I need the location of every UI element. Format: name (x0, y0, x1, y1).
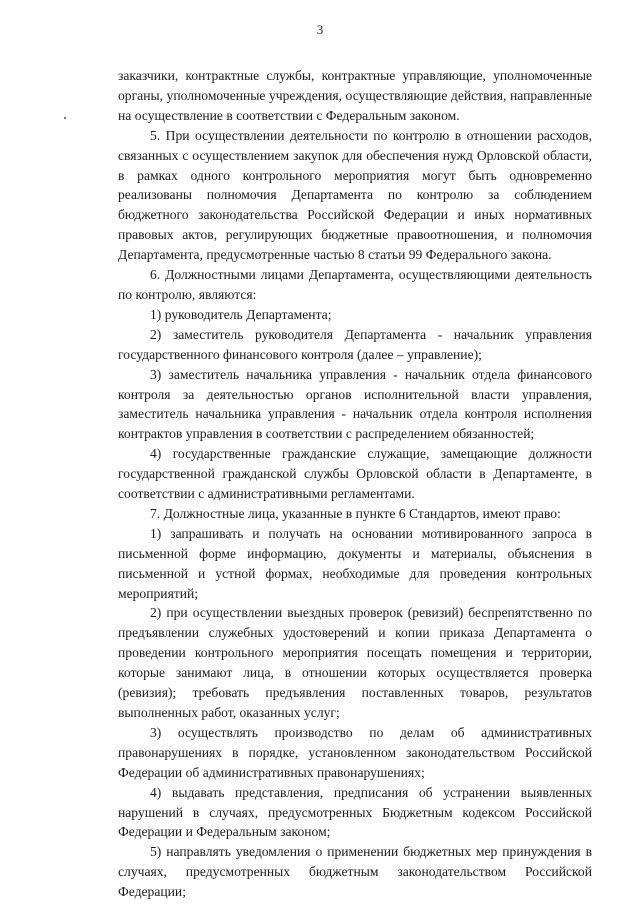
list-item-7-2: 2) при осуществлении выездных проверок (ревизий) беспрепятственно по предъявлении служебных удостоверений и копии приказа Департамента о проведении контрольного мероприятия посещать помещения и территории, которые занимают лица, в отношении которых осуществляется проверка (ревизия); требовать предъявления поставленных товаров, результатов выполненных работ, оказанных услуг; (118, 605, 592, 720)
list-item-6-1: 1) руководитель Департамента; (150, 306, 332, 322)
list-item-7-1: 1) запрашивать и получать на основании мотивированного запроса в письменной форме информацию, документы и материалы, объяснения в письменной и устной формах, необходимые для проведения контрольных мероприятий; (118, 525, 592, 601)
paragraph-item-6: 6. Должностными лицами Департамента, осуществляющими деятельность по контролю, являются: (118, 267, 592, 302)
paragraph-item-7: 7. Должностные лица, указанные в пункте 6 Стандартов, имеют право: (150, 505, 561, 521)
list-item-6-3: 3) заместитель начальника управления - начальник отдела финансового контроля за деятельностью органов исполнительной власти управления, заместитель начальника управления - начальник отдела контроля исполнения контрактов управления в соответствии с распределением обязанностей; (118, 366, 592, 442)
list-item-7-5: 5) направлять уведомления о применении бюджетных мер принуждения в случаях, предусмотренных бюджетным законодательством Российской Федерации; (118, 844, 592, 900)
paragraph-item-5: 5. При осуществлении деятельности по контролю в отношении расходов, связанных с осуществлением закупок для обеспечения нужд Орловской области, в рамках одного контрольного мероприятия могут быть одновременно реализованы полномочия Департамента по контролю за соблюдением бюджетного законодательства Российской Федерации и иных нормативных правовых актов, регулирующих бюджетные правоотношения, и полномочия Департамента, предусмотренные частью 8 статьи 99 Федерального закона. (118, 127, 592, 263)
document-body (118, 66, 592, 902)
list-item-7-3: 3) осуществлять производство по делам об административных правонарушениях в порядке, установленном законодательством Российской Федерации об административных правонарушениях; (118, 724, 592, 780)
list-item-6-2: 2) заместитель руководителя Департамента - начальник управления государственного финансового контроля (далее – управление); (118, 326, 592, 362)
list-item-7-4: 4) выдавать представления, предписания об устранении выявленных нарушений в случаях, предусмотренных Бюджетным кодексом Российской Федерации и Федеральным законом; (118, 784, 592, 840)
scan-artifact (64, 117, 66, 119)
paragraph-intro-continuation: заказчики, контрактные службы, контрактные управляющие, уполномоченные органы, уполномоченные учреждения, осуществляющие действия, направленные на осуществление в соответствии с Федеральным законом. (118, 68, 592, 123)
page-number: 3 (316, 22, 324, 37)
list-item-6-4: 4) государственные гражданские служащие, замещающие должности государственной гражданской службы Орловской области в Департаменте, в соответствии с административными регламентами. (118, 446, 592, 502)
